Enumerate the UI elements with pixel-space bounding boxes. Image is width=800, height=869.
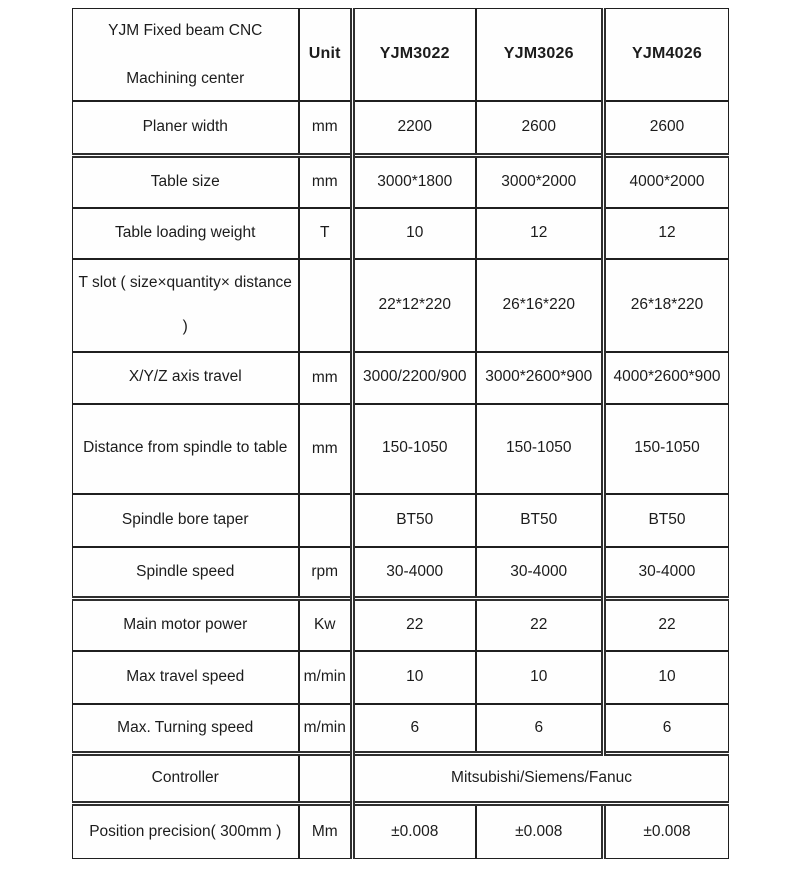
spec-unit-cell: T [299, 208, 353, 259]
model-header-yjm4026: YJM4026 [604, 9, 729, 101]
spec-value-cell: 3000*2000 [476, 156, 604, 208]
header-row [73, 9, 729, 101]
spec-value-cell: 3000*2600*900 [476, 352, 604, 404]
spec-row [73, 754, 729, 804]
spec-unit-cell [299, 754, 353, 804]
spec-value-cell: 2600 [604, 101, 729, 156]
model-header-yjm3022: YJM3022 [353, 9, 476, 101]
spec-value-cell: 150-1050 [604, 404, 729, 494]
spec-label-cell: Distance from spindle to table [73, 404, 299, 494]
spec-label-cell: Planer width [73, 101, 299, 156]
spec-unit-cell [299, 494, 353, 547]
spec-label-cell: Position precision( 300mm ) [73, 804, 299, 859]
spec-label-cell: Controller [73, 754, 299, 804]
spec-label-cell: Main motor power [73, 599, 299, 651]
spec-value-cell: ±0.008 [353, 804, 476, 859]
spec-row [73, 101, 729, 156]
spec-value-cell: 2600 [476, 101, 604, 156]
spec-row [73, 651, 729, 704]
spec-row [73, 259, 729, 352]
spec-unit-cell [299, 259, 353, 352]
spec-row [73, 804, 729, 859]
spec-unit-cell: m/min [299, 704, 353, 754]
spec-value-cell: 10 [476, 651, 604, 704]
spec-unit-cell: m/min [299, 651, 353, 704]
spec-value-cell: ±0.008 [604, 804, 729, 859]
spec-value-cell: 3000/2200/900 [353, 352, 476, 404]
spec-value-cell: 26*16*220 [476, 259, 604, 352]
spec-unit-cell: mm [299, 101, 353, 156]
spec-value-cell: 4000*2600*900 [604, 352, 729, 404]
product-title-line2: Machining center [126, 69, 245, 87]
spec-row [73, 352, 729, 404]
spec-value-cell: 22 [476, 599, 604, 651]
spec-label-cell: Max travel speed [73, 651, 299, 704]
spec-row [73, 494, 729, 547]
spec-unit-cell: mm [299, 156, 353, 208]
spec-label-cell: Spindle bore taper [73, 494, 299, 547]
spec-value-cell: 12 [604, 208, 729, 259]
product-title-line1: YJM Fixed beam CNC [108, 21, 263, 39]
spec-label-cell: Table loading weight [73, 208, 299, 259]
product-title-cell [73, 9, 299, 101]
spec-value-cell: 22*12*220 [353, 259, 476, 352]
spec-value-cell: 6 [353, 704, 476, 754]
spec-value-cell: 12 [476, 208, 604, 259]
spec-value-cell: 30-4000 [476, 547, 604, 599]
spec-value-cell: ±0.008 [476, 804, 604, 859]
spec-row [73, 599, 729, 651]
spec-value-cell: 10 [353, 208, 476, 259]
spec-value-cell: 3000*1800 [353, 156, 476, 208]
spec-label-cell: Table size [73, 156, 299, 208]
spec-value-cell: 6 [604, 704, 729, 754]
spec-value-cell-span: Mitsubishi/Siemens/Fanuc [353, 754, 729, 804]
spec-table [72, 8, 729, 859]
spec-value-cell: 30-4000 [604, 547, 729, 599]
spec-label-cell: Spindle speed [73, 547, 299, 599]
model-header-yjm3026: YJM3026 [476, 9, 604, 101]
spec-row [73, 208, 729, 259]
spec-row [73, 404, 729, 494]
spec-label-cell: X/Y/Z axis travel [73, 352, 299, 404]
spec-unit-cell: Mm [299, 804, 353, 859]
spec-value-cell: 22 [353, 599, 476, 651]
spec-label-cell: Max. Turning speed [73, 704, 299, 754]
spec-value-cell: 150-1050 [476, 404, 604, 494]
spec-value-cell: 6 [476, 704, 604, 754]
spec-value-cell: BT50 [353, 494, 476, 547]
spec-value-cell: BT50 [476, 494, 604, 547]
spec-value-cell: 10 [353, 651, 476, 704]
spec-label-cell: T slot ( size×quantity× distance ) [73, 259, 299, 352]
spec-value-cell: BT50 [604, 494, 729, 547]
spec-value-cell: 4000*2000 [604, 156, 729, 208]
spec-value-cell: 26*18*220 [604, 259, 729, 352]
spec-value-cell: 30-4000 [353, 547, 476, 599]
spec-unit-cell: mm [299, 352, 353, 404]
spec-value-cell: 22 [604, 599, 729, 651]
spec-row [73, 156, 729, 208]
spec-row [73, 547, 729, 599]
spec-unit-cell: mm [299, 404, 353, 494]
spec-unit-cell: rpm [299, 547, 353, 599]
spec-value-cell: 150-1050 [353, 404, 476, 494]
spec-unit-cell: Kw [299, 599, 353, 651]
spec-row [73, 704, 729, 754]
spec-value-cell: 10 [604, 651, 729, 704]
unit-column-header: Unit [299, 9, 353, 101]
spec-value-cell: 2200 [353, 101, 476, 156]
